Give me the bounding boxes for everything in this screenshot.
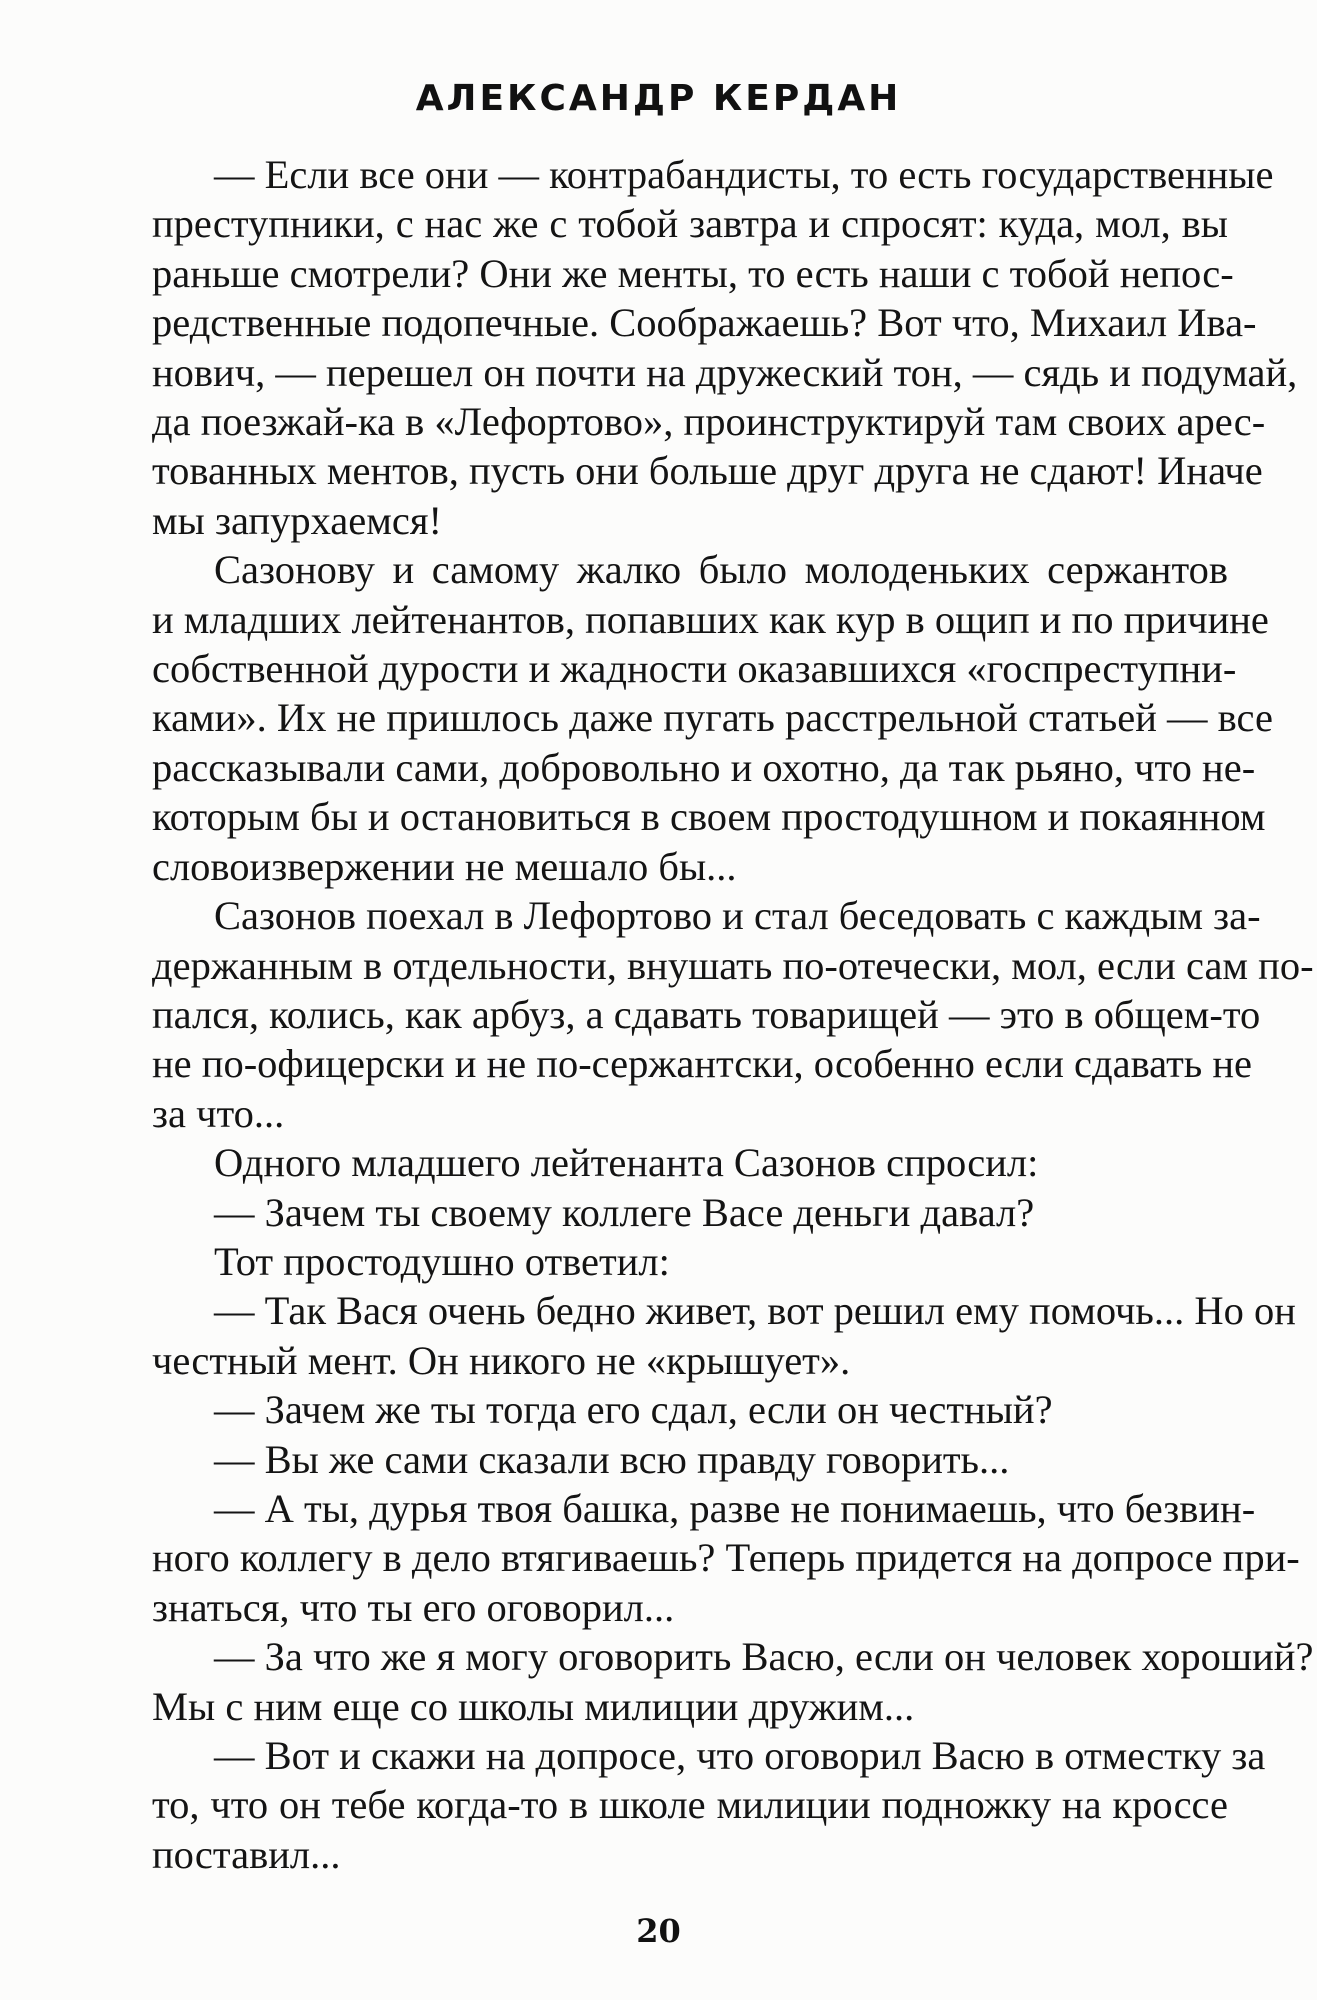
text-line: — Вы же сами сказали всю правду говорить...	[214, 1436, 1010, 1482]
text-line: поставил...	[152, 1831, 341, 1877]
text-line: мы запурхаемся!	[152, 497, 442, 543]
text-line: ного коллегу в дело втягиваешь? Теперь придется на допросе при-	[152, 1535, 1300, 1581]
text-line: да поезжай-ка в «Лефортово», проинструктируй там своих арес-	[152, 399, 1266, 445]
text-line: Тот простодушно ответил:	[214, 1238, 670, 1284]
text-line: Одного младшего лейтенанта Сазонов спросил:	[214, 1140, 1039, 1186]
text-line: собственной дурости и жадности оказавшихся «госпреступни-	[152, 646, 1237, 692]
text-line: Сазонов поехал в Лефортово и стал беседовать с каждым за-	[214, 893, 1261, 939]
text-line: редственные подопечные. Соображаешь? Вот что, Михаил Ива-	[152, 300, 1257, 346]
text-line: тованных ментов, пусть они больше друг друга не сдают! Иначе	[152, 448, 1263, 494]
text-line: честный мент. Он никого не «крышует».	[152, 1337, 851, 1383]
text-line: — А ты, дурья твоя башка, разве не понимаешь, что безвин-	[214, 1485, 1256, 1531]
text-line: — Если все они — контрабандисты, то есть государственные	[214, 152, 1274, 197]
text-line: которым бы и остановиться в своем простодушном и покаянном	[152, 794, 1266, 840]
text-line: и младших лейтенантов, попавших как кур в ощип и по причине	[152, 596, 1269, 642]
text-line: держанным в отдельности, внушать по-отечески, мол, если сам по-	[152, 942, 1314, 988]
text-line: — Зачем же ты тогда его сдал, если он честный?	[214, 1387, 1053, 1433]
text-line: не по-офицерски и не по-сержантски, особенно если сдавать не	[152, 1041, 1253, 1087]
text-line: — За что же я могу оговорить Васю, если он человек хороший?	[214, 1634, 1314, 1680]
text-line: ками». Их не пришлось даже пугать расстрельной статьей — все	[152, 695, 1273, 741]
text-line: пался, колись, как арбуз, а сдавать товарищей — это в общем-то	[152, 991, 1261, 1037]
text-line: нович, — перешел он почти на дружеский тон, — сядь и подумай,	[152, 349, 1298, 395]
text-line: — Зачем ты своему коллеге Васе деньги давал?	[214, 1189, 1035, 1235]
text-line: за что...	[152, 1090, 285, 1136]
text-line: рассказывали сами, добровольно и охотно, да так рьяно, что не-	[152, 744, 1256, 790]
page-number: 20	[636, 1912, 681, 1950]
text-line: словоизвержении не мешало бы...	[152, 843, 737, 889]
text-line: преступники, с нас же с тобой завтра и спросят: куда, мол, вы	[152, 201, 1228, 247]
text-line: Сазонову и самому жалко было молоденьких сержантов	[214, 547, 1228, 593]
text-line: — Так Вася очень бедно живет, вот решил ему помочь... Но он	[214, 1288, 1296, 1334]
running-header-author: АЛЕКСАНДР КЕРДАН	[415, 78, 902, 119]
text-line: то, что он тебе когда-то в школе милиции подножку на кроссе	[152, 1782, 1228, 1828]
text-line: — Вот и скажи на допросе, что оговорил Васю в отместку за	[214, 1733, 1266, 1778]
text-line: раньше смотрели? Они же менты, то есть наши с тобой непос-	[152, 250, 1234, 296]
text-line: Мы с ним еще со школы милиции дружим...	[152, 1683, 915, 1729]
text-line: знаться, что ты его оговорил...	[152, 1584, 675, 1630]
body-text	[152, 150, 1314, 1879]
